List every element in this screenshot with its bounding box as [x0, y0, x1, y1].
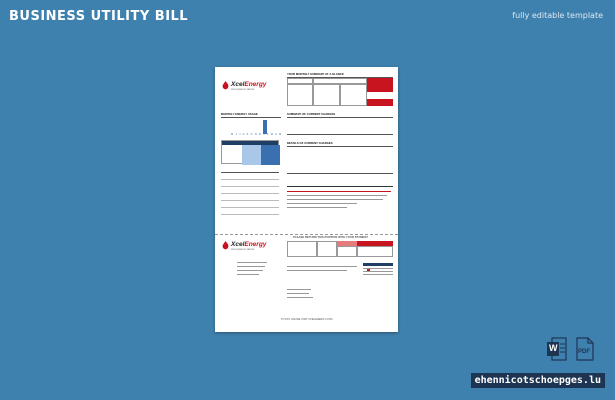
usage-bar	[263, 120, 267, 134]
flame-logo-icon	[221, 81, 230, 90]
mini-calendar	[363, 263, 393, 277]
pdf-document-icon[interactable]	[575, 337, 595, 361]
brand-prefix: Xcel	[231, 81, 245, 88]
usage-bar-chart	[223, 118, 281, 134]
site-name-label[interactable]: ehennicotschoepges.lu	[471, 373, 605, 388]
brand-suffix: Energy	[244, 81, 267, 88]
word-document-icon[interactable]	[547, 337, 567, 361]
details-title: DETAILS OF CURRENT CHARGES	[287, 141, 333, 145]
chart-caption: MONTHLY ENERGY USAGE	[221, 112, 258, 116]
bottom-text: PLEASE RETURN THIS PORTION WITH YOUR PAYMENT	[293, 235, 369, 239]
brand-tagline: RESPONSIBLE BY NATURE	[231, 248, 255, 251]
footer-note: TO PAY ONLINE VISIT XCELENERGY.COM	[281, 318, 333, 321]
usage-table	[221, 140, 279, 164]
brand-tagline: RESPONSIBLE BY NATURE	[231, 88, 255, 91]
bill-preview	[215, 67, 398, 332]
word-icon-label: W	[549, 343, 558, 353]
months-label: M J J A S O N D J F M A M	[231, 133, 282, 136]
page-headline: BUSINESS UTILITY BILL	[9, 9, 189, 24]
file-format-icons	[547, 337, 597, 363]
brand-prefix: Xcel	[231, 241, 245, 248]
page-subline: fully editable template	[512, 11, 603, 20]
pdf-icon-label: PDF	[578, 349, 590, 355]
flame-logo-icon	[221, 241, 230, 250]
summary-title: SUMMARY OF CURRENT CHARGES	[287, 112, 336, 116]
statement-title: YOUR MONTHLY SUMMARY AT A GLANCE	[287, 72, 344, 76]
brand-suffix: Energy	[244, 241, 267, 248]
